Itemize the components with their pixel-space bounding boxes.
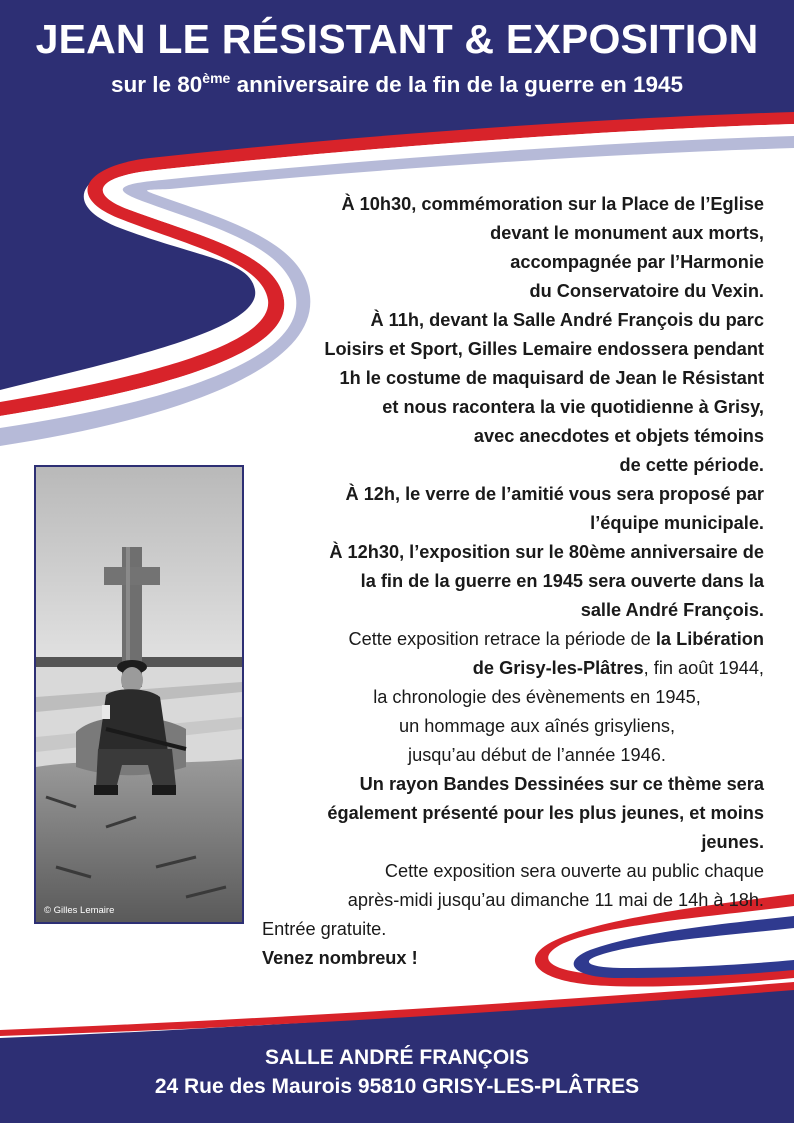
program-line: jusqu’au début de l’année 1946. bbox=[408, 745, 666, 765]
venue-address: 24 Rue des Maurois 95810 GRISY-LES-PLÂTRES bbox=[154, 1075, 640, 1098]
program-line: avec anecdotes et objets témoins bbox=[473, 426, 764, 446]
program-line: Cette exposition sera ouverte au public chaque bbox=[384, 861, 764, 881]
program-line: Venez nombreux ! bbox=[262, 948, 418, 968]
program-line bbox=[250, 654, 764, 683]
program-line-plain: Cette exposition retrace la période de bbox=[348, 629, 656, 649]
page-title: JEAN LE RÉSISTANT & EXPOSITION bbox=[35, 16, 759, 62]
program-line: jeunes. bbox=[701, 832, 764, 852]
photo-grass-mound bbox=[36, 759, 242, 922]
program-line: de cette période. bbox=[619, 455, 764, 475]
program-text bbox=[250, 190, 764, 973]
armband bbox=[102, 705, 110, 719]
program-line: la chronologie des évènements en 1945, bbox=[373, 687, 701, 707]
program-line: 1h le costume de maquisard de Jean le Résistant bbox=[339, 368, 764, 388]
subtitle-superscript: ème bbox=[202, 70, 231, 86]
program-line-bold: de Grisy-les-Plâtres bbox=[472, 658, 644, 678]
program-line: À 10h30, commémoration sur la Place de l’Eglise bbox=[341, 194, 764, 214]
program-line: Un rayon Bandes Dessinées sur ce thème sera bbox=[359, 774, 764, 794]
page-subtitle bbox=[0, 72, 794, 98]
program-line: l’équipe municipale. bbox=[590, 513, 764, 533]
photo-credit: © Gilles Lemaire bbox=[44, 905, 115, 916]
program-line: et nous racontera la vie quotidienne à Grisy, bbox=[382, 397, 764, 417]
program-line: À 11h, devant la Salle André François du parc bbox=[370, 310, 764, 330]
program-line: salle André François. bbox=[580, 600, 764, 620]
program-line: Entrée gratuite. bbox=[262, 919, 387, 939]
face bbox=[121, 667, 143, 693]
venue-name: SALLE ANDRÉ FRANÇOIS bbox=[264, 1046, 530, 1069]
subtitle-text-end: anniversaire de la fin de la guerre en 1945 bbox=[230, 72, 684, 97]
program-line: À 12h30, l’exposition sur le 80ème anniversaire de bbox=[329, 542, 764, 562]
resistant-photo bbox=[34, 465, 244, 924]
program-line: accompagnée par l’Harmonie bbox=[510, 252, 764, 272]
program-line: devant le monument aux morts, bbox=[490, 223, 764, 243]
program-line: Loisirs et Sport, Gilles Lemaire endossera pendant bbox=[324, 339, 764, 359]
program-line bbox=[250, 625, 764, 654]
program-line: un hommage aux aînés grisyliens, bbox=[399, 716, 675, 736]
photo-illustration bbox=[36, 467, 242, 922]
program-line: À 12h, le verre de l’amitié vous sera proposé par bbox=[345, 484, 764, 504]
program-line: également présenté pour les plus jeunes, et moins bbox=[327, 803, 764, 823]
subtitle-text-start: sur le 80 bbox=[110, 72, 203, 97]
program-line-bold: la Libération bbox=[655, 629, 764, 649]
program-line-plain: , fin août 1944, bbox=[643, 658, 764, 678]
program-line: après-midi jusqu’au dimanche 11 mai de 14h à 18h. bbox=[347, 890, 764, 910]
program-line: la fin de la guerre en 1945 sera ouverte dans la bbox=[360, 571, 764, 591]
program-line: du Conservatoire du Vexin. bbox=[529, 281, 764, 301]
stone-cross-arm bbox=[104, 567, 160, 585]
